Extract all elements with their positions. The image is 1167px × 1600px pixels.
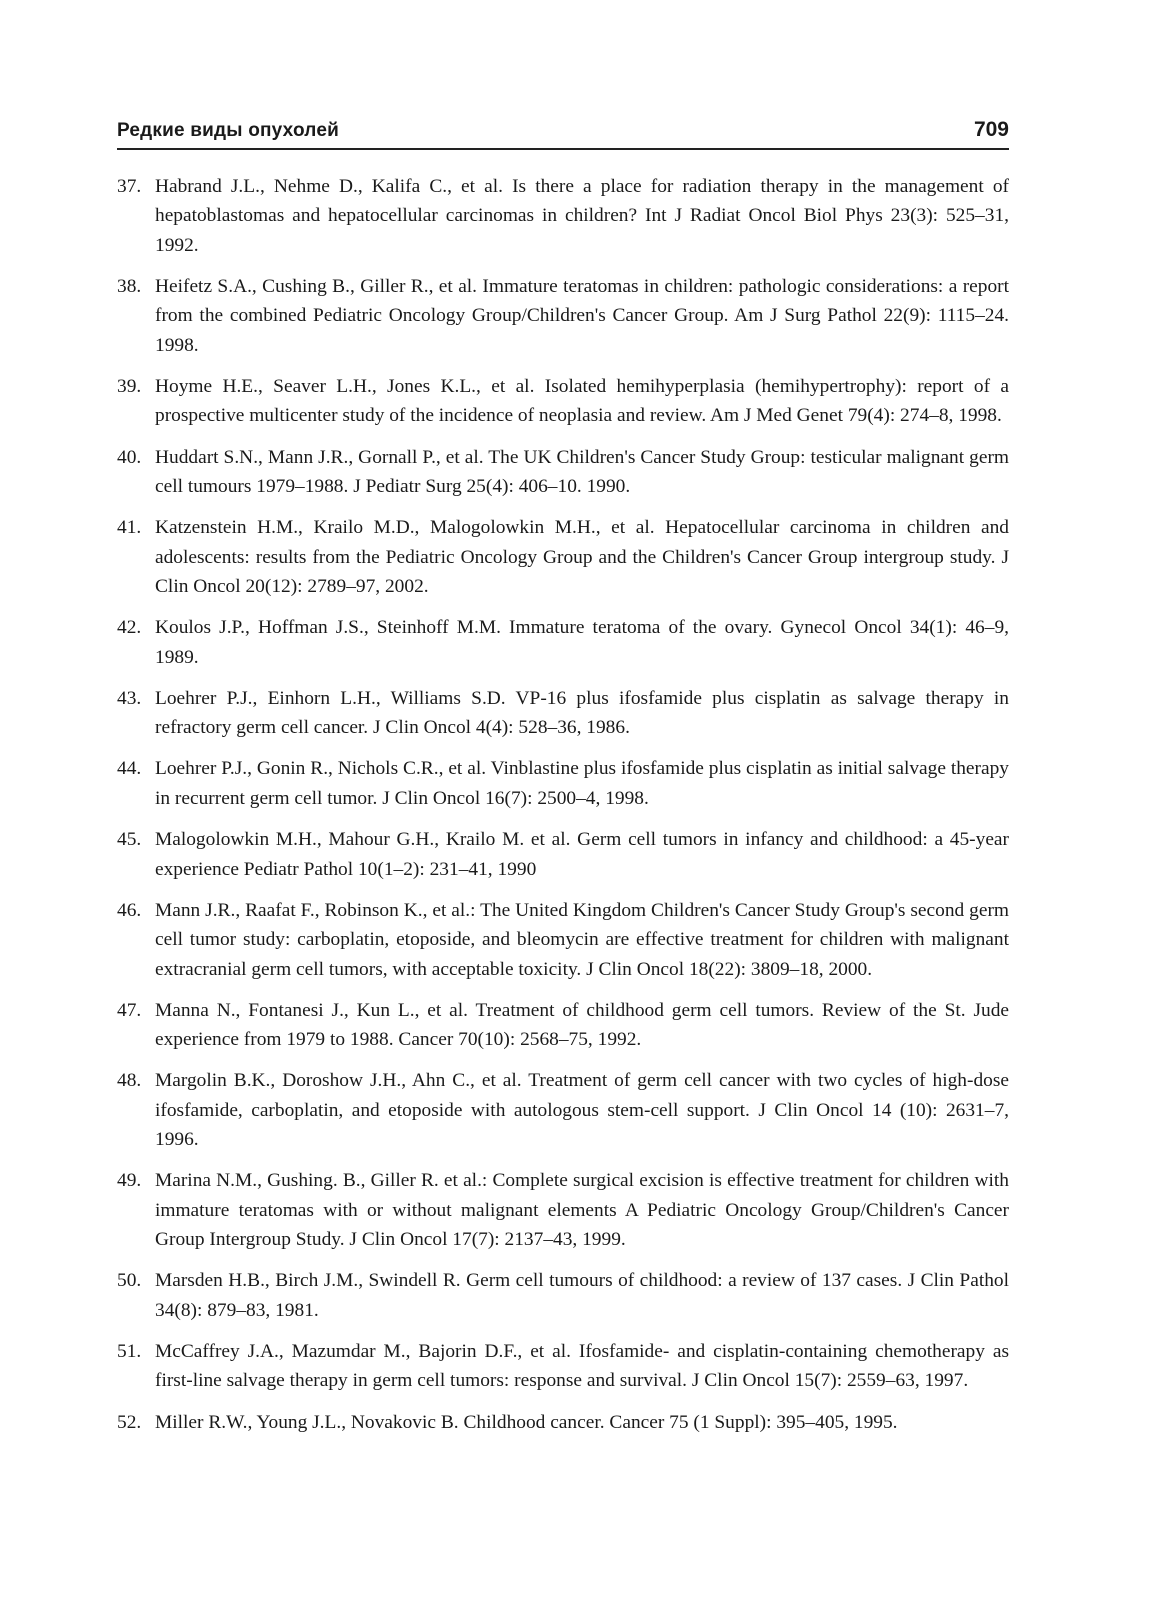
reference-text: Margolin B.K., Doroshow J.H., Ahn C., et al. Treatment of germ cell cancer with two cycles of high-dose ifosfamide, carboplatin, and etoposide with autologous stem-cell support. J Clin Oncol 14 (10): 2631–7, 1996.	[155, 1070, 1009, 1151]
reference-item	[117, 272, 1009, 360]
page-number: 709	[973, 118, 1009, 141]
reference-text: Hoyme H.E., Seaver L.H., Jones K.L., et al. Isolated hemihyperplasia (hemihypertrophy): report of a prospective multicenter study of the incidence of neoplasia and review. Am J Med Genet 79(4): 274–8, 1998.	[155, 376, 1009, 427]
reference-item	[117, 996, 1009, 1055]
reference-item	[117, 172, 1009, 260]
reference-number: 48.	[117, 1070, 142, 1092]
reference-text: Marsden H.B., Birch J.M., Swindell R. Germ cell tumours of childhood: a review of 137 cases. J Clin Pathol 34(8): 879–83, 1981.	[155, 1270, 1009, 1321]
reference-item	[117, 825, 1009, 884]
reference-number: 47.	[117, 999, 142, 1021]
reference-text: Katzenstein H.M., Krailo M.D., Malogolowkin M.H., et al. Hepatocellular carcinoma in children and adolescents: results from the Pediatric Oncology Group and the Children's Cancer Group intergroup study. J Clin Oncol 20(12): 2789–97, 2002.	[155, 517, 1009, 598]
reference-number: 39.	[117, 376, 142, 398]
reference-number: 37.	[117, 176, 142, 197]
running-title: Редкие виды опухолей	[117, 120, 339, 141]
reference-text: Koulos J.P., Hoffman J.S., Steinhoff M.M. Immature teratoma of the ovary. Gynecol Oncol 34(1): 46–9, 1989.	[155, 617, 1009, 668]
reference-text: Huddart S.N., Mann J.R., Gornall P., et al. The UK Children's Cancer Study Group: testicular malignant germ cell tumours 1979–1988. J Pediatr Surg 25(4): 406–10. 1990.	[155, 446, 1009, 498]
reference-number: 41.	[117, 517, 142, 539]
reference-item	[117, 1166, 1009, 1254]
reference-text: Miller R.W., Young J.L., Novakovic B. Childhood cancer. Cancer 75 (1 Suppl): 395–405, 1995.	[155, 1411, 898, 1433]
reference-number: 44.	[117, 758, 142, 780]
reference-number: 40.	[117, 446, 142, 468]
reference-text: Malogolowkin M.H., Mahour G.H., Krailo M. et al. Germ cell tumors in infancy and childhood: a 45-year experience Pediatr Pathol 10(1–2): 231–41, 1990	[155, 829, 1009, 880]
running-header	[117, 118, 1009, 150]
reference-list	[117, 172, 1009, 1449]
reference-number: 46.	[117, 899, 142, 921]
reference-text: Marina N.M., Gushing. B., Giller R. et al.: Complete surgical excision is effective treatment for children with immature teratomas with or without malignant elements A Pediatric Oncology Group/Children's Cancer Group Intergroup Study. J Clin Oncol 17(7): 2137–43, 1999.	[155, 1170, 1009, 1251]
reference-item	[117, 896, 1009, 984]
reference-item	[117, 513, 1009, 601]
reference-text: Heifetz S.A., Cushing B., Giller R., et al. Immature teratomas in children: pathologic considerations: a report from the combined Pediatric Oncology Group/Children's Cancer Group. Am J Surg Pathol 22(9): 1115–24. 1998.	[155, 276, 1009, 356]
reference-item	[117, 372, 1009, 431]
reference-text: Manna N., Fontanesi J., Kun L., et al. Treatment of childhood germ cell tumors. Review of the St. Jude experience from 1979 to 1988. Cancer 70(10): 2568–75, 1992.	[155, 999, 1009, 1051]
reference-item	[117, 1266, 1009, 1325]
reference-item	[117, 443, 1009, 502]
reference-number: 42.	[117, 617, 142, 639]
reference-text: Loehrer P.J., Einhorn L.H., Williams S.D. VP-16 plus ifosfamide plus cisplatin as salvage therapy in refractory germ cell cancer. J Clin Oncol 4(4): 528–36, 1986.	[155, 687, 1009, 739]
reference-text: Mann J.R., Raafat F., Robinson K., et al.: The United Kingdom Children's Cancer Study Group's second germ cell tumor study: carboplatin, etoposide, and bleomycin are effective treatment for children with malignant extracranial germ cell tumors, with acceptable toxicity. J Clin Oncol 18(22): 3809–18, 2000.	[155, 899, 1009, 980]
reference-number: 52.	[117, 1411, 142, 1433]
reference-item	[117, 684, 1009, 743]
reference-item	[117, 1066, 1009, 1154]
reference-number: 45.	[117, 829, 142, 851]
reference-text: Loehrer P.J., Gonin R., Nichols C.R., et al. Vinblastine plus ifosfamide plus cisplatin as initial salvage therapy in recurrent germ cell tumor. J Clin Oncol 16(7): 2500–4, 1998.	[155, 758, 1009, 809]
reference-number: 38.	[117, 276, 142, 298]
reference-number: 49.	[117, 1170, 142, 1192]
reference-item	[117, 754, 1009, 813]
reference-number: 51.	[117, 1340, 142, 1362]
reference-number: 43.	[117, 687, 142, 709]
reference-item	[117, 1408, 1009, 1437]
reference-item	[117, 613, 1009, 672]
reference-text: McCaffrey J.A., Mazumdar M., Bajorin D.F., et al. Ifosfamide- and cisplatin-containing chemotherapy as first-line salvage therapy in germ cell tumors: response and survival. J Clin Oncol 15(7): 2559–63, 1997.	[155, 1340, 1009, 1392]
reference-number: 50.	[117, 1270, 142, 1292]
reference-text: Habrand J.L., Nehme D., Kalifa C., et al. Is there a place for radiation therapy in the management of hepatoblastomas and hepatocellular carcinomas in children? Int J Radiat Oncol Biol Phys 23(3): 525–31, 1992.	[155, 176, 1009, 256]
reference-item	[117, 1337, 1009, 1396]
